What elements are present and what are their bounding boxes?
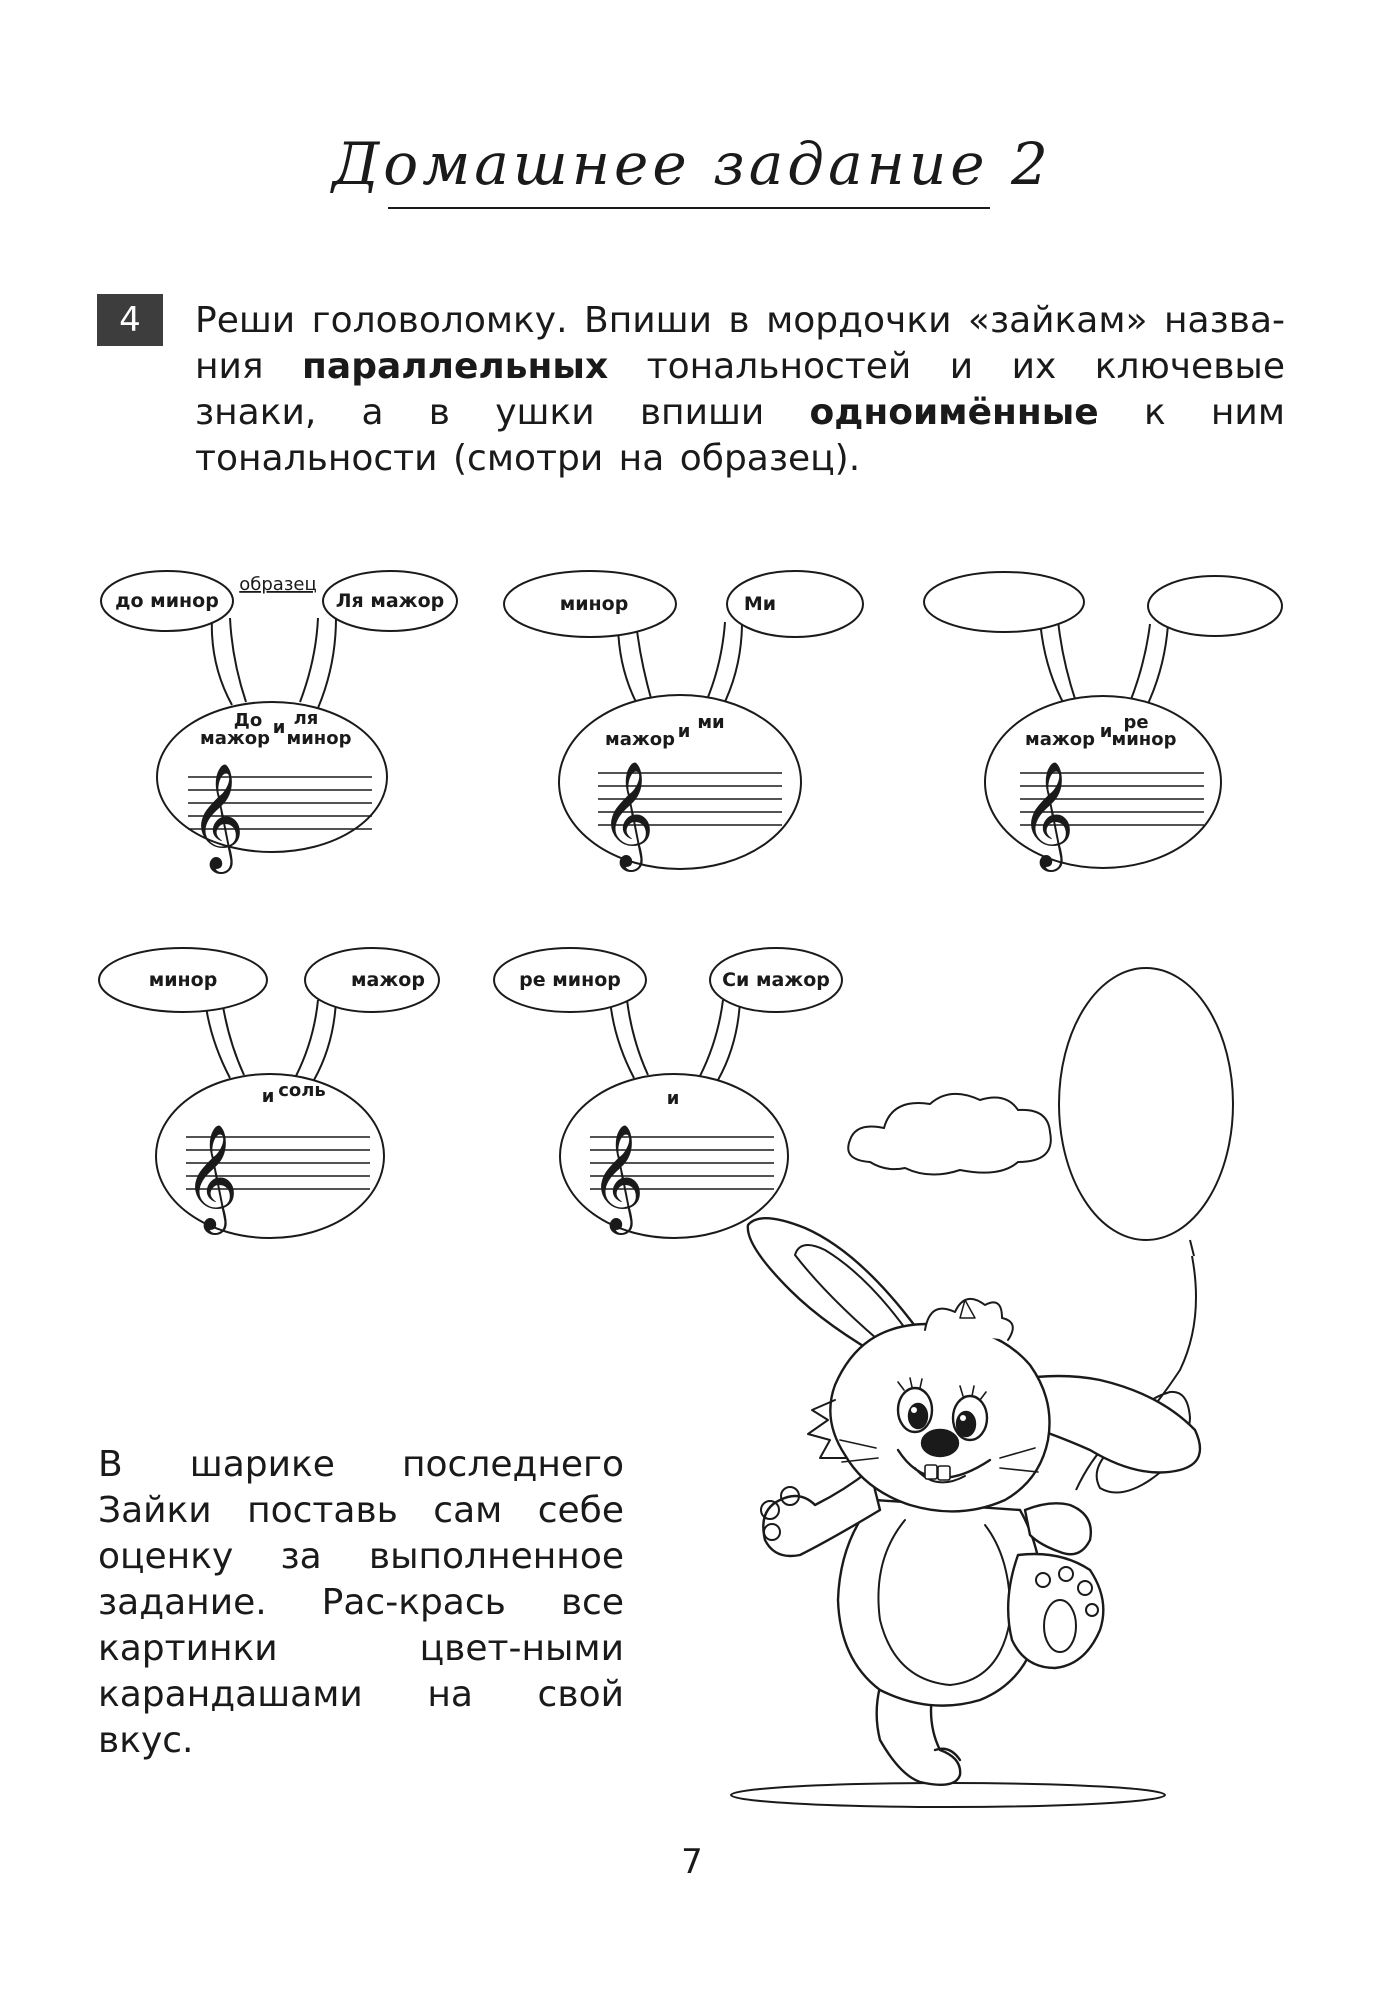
face-top-left: До (233, 710, 263, 731)
treble-clef-icon: 𝄞 (184, 1123, 239, 1230)
ear-right-label: Ми (743, 593, 777, 615)
ear-left-label: минор (559, 593, 629, 615)
task-text-part-1: Реши головоломку. Впиши в мордочки «зайкам» назва-ния (195, 300, 1285, 387)
bunny-puzzle-1 (101, 571, 457, 874)
treble-clef-icon: 𝄞 (1020, 760, 1075, 867)
face-and: и (261, 1086, 275, 1107)
face-and: и (272, 717, 286, 738)
ear-right-label: мажор (351, 969, 425, 991)
treble-clef-icon: 𝄞 (190, 762, 245, 869)
task-number-badge: 4 (97, 294, 163, 346)
page-title: Домашнее задание 2 (332, 130, 1052, 198)
ear-left-bubble[interactable] (924, 572, 1084, 632)
face-and: и (677, 721, 691, 742)
ear-right-bubble[interactable] (1148, 576, 1282, 636)
ear-left-label: ре минор (519, 969, 621, 991)
task-bold-same-name: одноимённые (809, 392, 1099, 433)
page-number: 7 (681, 1842, 703, 1882)
face-bottom-left: мажор (199, 728, 271, 749)
bunny-puzzle-3 (924, 572, 1282, 872)
treble-clef-icon: 𝄞 (600, 760, 655, 867)
bunny-puzzle-4 (99, 948, 439, 1238)
face-bottom-left: мажор (1024, 729, 1096, 750)
task-text-part-3: к ним тональности (смотри на образец). (195, 392, 1285, 479)
face-top-right: ре (1123, 712, 1149, 733)
ear-right-label: Ля мажор (335, 590, 445, 612)
bunny-puzzle-2 (504, 571, 863, 872)
ear-right-label: Си мажор (722, 969, 830, 991)
face-bottom-right: минор (1111, 729, 1177, 750)
bunny-character-illustration (731, 1218, 1200, 1807)
cloud-icon (848, 1094, 1051, 1175)
face-bottom-right: минор (286, 728, 352, 749)
sample-label: образец (239, 574, 317, 595)
face-top-right: ми (697, 712, 725, 733)
face-top-right: ля (293, 708, 319, 729)
face-bottom-left: мажор (604, 729, 676, 750)
task-text-part-2: тональностей и их ключевые знаки, а в ушки впиши (195, 346, 1285, 433)
face-top-right: соль (278, 1080, 326, 1101)
bunny-puzzle-5 (494, 948, 842, 1238)
ear-left-label: минор (148, 969, 218, 991)
coloring-instructions: В шарике последнего Зайки поставь сам себе оценку за выполненное задание. Рас-крась все картинки цвет-ными карандашами на свой вкус. (98, 1444, 624, 1761)
face-and: и (1099, 721, 1113, 742)
face-and: и (666, 1088, 680, 1109)
task-bold-parallel: параллельных (302, 346, 609, 387)
treble-clef-icon: 𝄞 (590, 1123, 645, 1230)
ear-left-label: до минор (115, 590, 219, 612)
